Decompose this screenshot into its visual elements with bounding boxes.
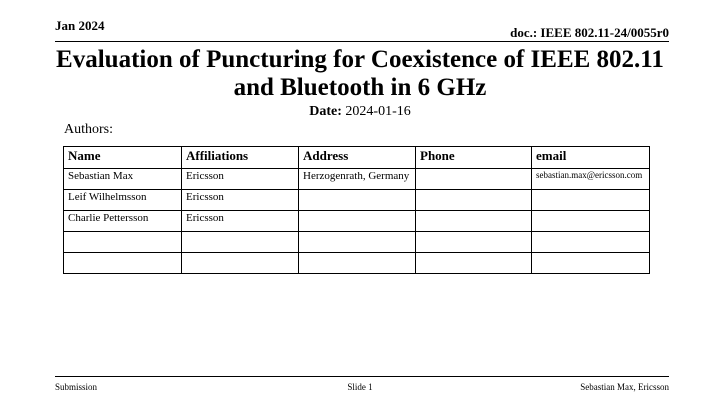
cell-email: sebastian.max@ericsson.com bbox=[532, 169, 650, 190]
cell-affiliation: Ericsson bbox=[182, 169, 299, 190]
cell-phone bbox=[416, 211, 532, 232]
cell-affiliation: Ericsson bbox=[182, 190, 299, 211]
footer-slide-number: Slide 1 bbox=[347, 382, 373, 392]
cell-affiliation: Ericsson bbox=[182, 211, 299, 232]
table-header-row bbox=[64, 147, 650, 169]
cell-name: Charlie Pettersson bbox=[64, 211, 182, 232]
cell-affiliation bbox=[182, 232, 299, 253]
date-line bbox=[0, 104, 720, 120]
date-value: 2024-01-16 bbox=[345, 104, 411, 119]
cell-name bbox=[64, 232, 182, 253]
col-header-name: Name bbox=[64, 147, 182, 169]
cell-phone bbox=[416, 232, 532, 253]
cell-address bbox=[299, 232, 416, 253]
table-row bbox=[64, 190, 650, 211]
cell-address: Herzogenrath, Germany bbox=[299, 169, 416, 190]
cell-phone bbox=[416, 190, 532, 211]
col-header-email: email bbox=[532, 147, 650, 169]
authors-table bbox=[63, 146, 650, 274]
col-header-phone: Phone bbox=[416, 147, 532, 169]
slide-title bbox=[40, 46, 680, 102]
cell-affiliation bbox=[182, 253, 299, 274]
cell-email bbox=[532, 253, 650, 274]
header-divider bbox=[55, 41, 669, 42]
title-line-2: and Bluetooth in 6 GHz bbox=[233, 74, 487, 101]
cell-name: Sebastian Max bbox=[64, 169, 182, 190]
cell-email bbox=[532, 232, 650, 253]
cell-address bbox=[299, 211, 416, 232]
cell-phone bbox=[416, 253, 532, 274]
cell-phone bbox=[416, 169, 532, 190]
table-row bbox=[64, 232, 650, 253]
cell-email bbox=[532, 190, 650, 211]
col-header-affiliations: Affiliations bbox=[182, 147, 299, 169]
footer-author: Sebastian Max, Ericsson bbox=[580, 382, 669, 392]
authors-label: Authors: bbox=[64, 122, 113, 137]
cell-address bbox=[299, 253, 416, 274]
table-row bbox=[64, 169, 650, 190]
col-header-address: Address bbox=[299, 147, 416, 169]
cell-name bbox=[64, 253, 182, 274]
header-doc-id: doc.: IEEE 802.11-24/0055r0 bbox=[510, 25, 669, 40]
cell-address bbox=[299, 190, 416, 211]
footer-submission: Submission bbox=[55, 382, 98, 392]
table-row bbox=[64, 253, 650, 274]
footer-divider bbox=[55, 376, 669, 377]
cell-email bbox=[532, 211, 650, 232]
header-date: Jan 2024 bbox=[55, 18, 105, 33]
date-label: Date: bbox=[309, 104, 342, 119]
table-row bbox=[64, 211, 650, 232]
title-line-1: Evaluation of Puncturing for Coexistence of IEEE 802.11 bbox=[56, 46, 664, 73]
cell-name: Leif Wilhelmsson bbox=[64, 190, 182, 211]
